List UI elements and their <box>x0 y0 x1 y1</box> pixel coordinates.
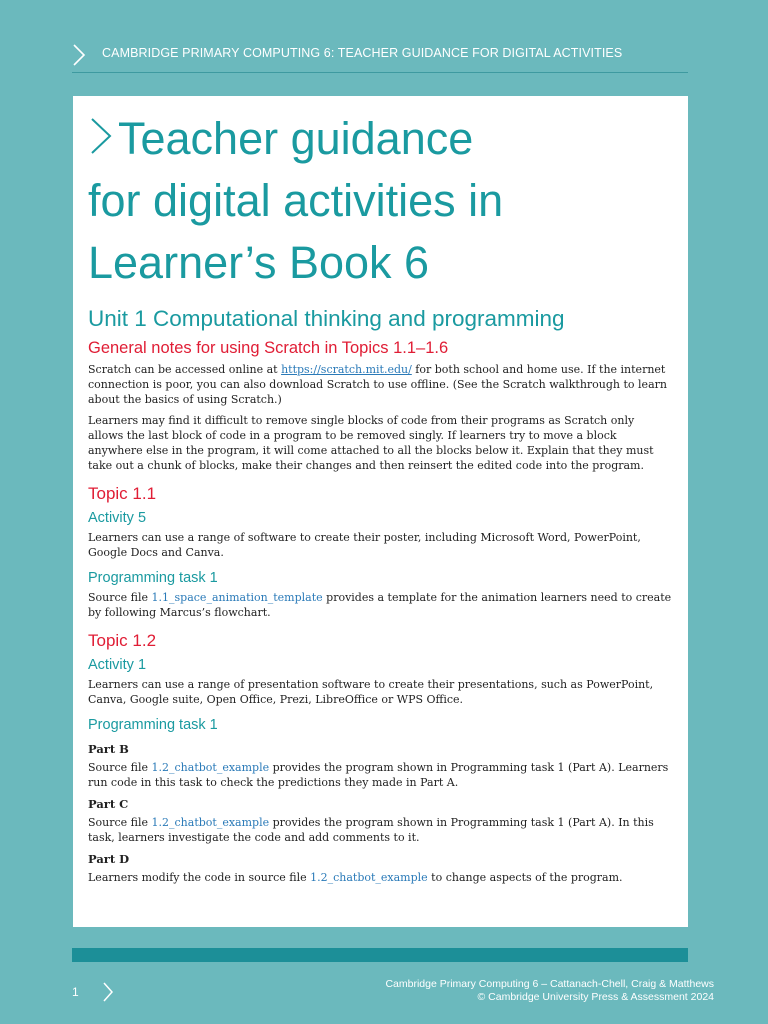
general-notes-heading: General notes for using Scratch in Topics 1.1–1.6 <box>88 339 449 357</box>
page-title-line-1: Teacher guidance <box>118 113 474 164</box>
chatbot-example-link[interactable]: 1.2_chatbot_example <box>310 871 428 884</box>
chevron-right-icon <box>72 43 86 67</box>
space-animation-template-link[interactable]: 1.1_space_animation_template <box>151 591 323 604</box>
part-d-text <box>88 870 672 885</box>
general-notes-paragraph-2: Learners may find it difficult to remove single blocks of code from their programs as Scratch only allows the last block of code in a program to be removed singly. If learners try to move a block anywhere else in the program, it will come attached to all the blocks below it. Explain that they must take out a chunk of blocks, make their changes and then reinsert the edited code into the program. <box>88 414 654 472</box>
text-segment: provides a template for the animation learners need to create by following Marcus’s flowchart. <box>88 591 672 619</box>
chevron-right-icon <box>102 981 114 1003</box>
topic-1-1-programming-task-1-heading: Programming task 1 <box>88 570 218 586</box>
page-number: 1 <box>72 985 79 999</box>
footer-credit <box>385 978 714 1004</box>
footer-bar <box>72 948 688 962</box>
chatbot-example-link[interactable]: 1.2_chatbot_example <box>151 816 270 829</box>
topic-1-2-heading: Topic 1.2 <box>88 631 157 650</box>
text-segment: provides the program shown in Programming task 1 (Part A). In this task, learners investigate the code and add comments to it. <box>88 816 654 844</box>
activity-1-heading: Activity 1 <box>88 657 147 673</box>
text-segment: Source file <box>88 761 152 774</box>
part-b-text <box>88 760 672 790</box>
content-panel <box>73 96 688 927</box>
activity-5-heading: Activity 5 <box>88 510 147 526</box>
chatbot-example-link[interactable]: 1.2_chatbot_example <box>151 761 270 774</box>
text-segment: Source file <box>88 591 152 604</box>
text-segment: for both school and home use. If the internet connection is poor, you can also download Scratch to use offline. (See the Scratch walkthrough to learn about the basics of using Scratch.) <box>88 363 667 406</box>
part-c-text <box>88 815 672 845</box>
running-title: CAMBRIDGE PRIMARY COMPUTING 6: TEACHER GUIDANCE FOR DIGITAL ACTIVITIES <box>102 46 623 60</box>
topic-1-1-heading: Topic 1.1 <box>88 484 157 503</box>
general-notes-paragraph-1 <box>88 362 672 407</box>
text-segment: Scratch can be accessed online at <box>88 363 282 376</box>
page-title <box>88 108 672 294</box>
activity-5-text: Learners can use a range of software to create their poster, including Microsoft Word, PowerPoint, Google Docs and Canva. <box>88 531 641 559</box>
activity-1-text: Learners can use a range of presentation software to create their presentations, such as PowerPoint, Canva, Google suite, Open Office, Prezi, LibreOffice or WPS Office. <box>88 678 654 706</box>
page-title-line-2: for digital activities in <box>88 175 504 226</box>
part-b-heading: Part B <box>88 742 129 756</box>
part-d-heading: Part D <box>88 852 130 866</box>
chevron-right-icon <box>88 116 114 156</box>
text-segment: to change aspects of the program. <box>427 871 623 884</box>
text-segment: provides the program shown in Programming task 1 (Part A). Learners run code in this task to check the predictions they made in Part A. <box>88 761 669 789</box>
footer-credit-line-2: © Cambridge University Press & Assessment 2024 <box>477 991 714 1003</box>
footer-credit-line-1: Cambridge Primary Computing 6 – Cattanach-Chell, Craig & Matthews <box>385 978 714 990</box>
page-title-line-3: Learner’s Book 6 <box>88 237 430 288</box>
topic-1-2-programming-task-1-heading: Programming task 1 <box>88 717 218 733</box>
part-c-heading: Part C <box>88 797 129 811</box>
text-segment: Learners modify the code in source file <box>88 871 311 884</box>
running-header <box>72 40 688 73</box>
scratch-link[interactable]: https://scratch.mit.edu/ <box>281 363 412 376</box>
unit-heading: Unit 1 Computational thinking and programming <box>88 306 565 331</box>
text-segment: Source file <box>88 816 152 829</box>
topic-1-1-programming-task-1-text <box>88 590 672 620</box>
